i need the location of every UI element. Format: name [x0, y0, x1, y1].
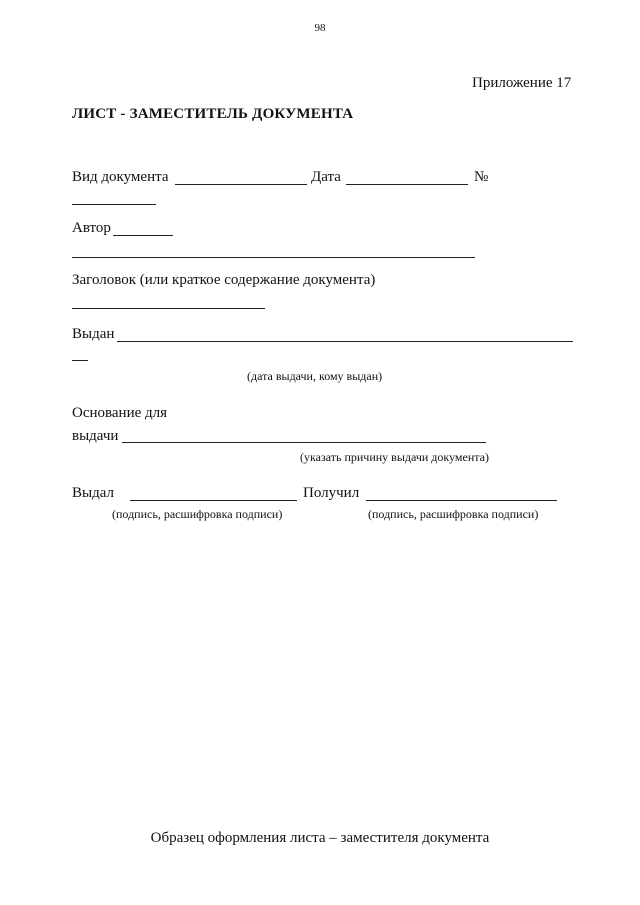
received-by-label: Получил	[303, 485, 360, 501]
heading-line	[72, 308, 265, 309]
document-title: ЛИСТ - ЗАМЕСТИТЕЛЬ ДОКУМЕНТА	[72, 106, 354, 122]
date-line	[346, 184, 468, 185]
basis-line	[122, 442, 486, 443]
author-label: Автор	[72, 220, 111, 236]
received-by-line	[366, 500, 557, 501]
issued-by-line	[130, 500, 297, 501]
issued-line-2	[72, 360, 88, 361]
issued-line	[117, 341, 573, 342]
author-line	[113, 235, 173, 236]
heading-label: Заголовок (или краткое содержание документа)	[72, 272, 376, 288]
issued-hint: (дата выдачи, кому выдан)	[247, 369, 383, 383]
doc-type-line	[175, 184, 307, 185]
page-number: 98	[314, 22, 326, 34]
author-line-2	[72, 257, 475, 258]
footer-caption: Образец оформления листа – заместителя документа	[150, 830, 490, 846]
date-label: Дата	[311, 169, 341, 185]
number-line	[72, 204, 156, 205]
signature-hint-right: (подпись, расшифровка подписи)	[368, 507, 539, 521]
basis-label-line1: Основание для	[72, 405, 168, 421]
number-sign-label: №	[474, 169, 489, 185]
basis-hint: (указать причину выдачи документа)	[300, 450, 489, 464]
appendix-label: Приложение 17	[472, 75, 572, 91]
issued-label: Выдан	[72, 326, 115, 342]
signature-hint-left: (подпись, расшифровка подписи)	[112, 507, 283, 521]
basis-label-line2: выдачи	[72, 428, 119, 444]
issued-by-label: Выдал	[72, 485, 114, 501]
doc-type-label: Вид документа	[72, 169, 169, 185]
